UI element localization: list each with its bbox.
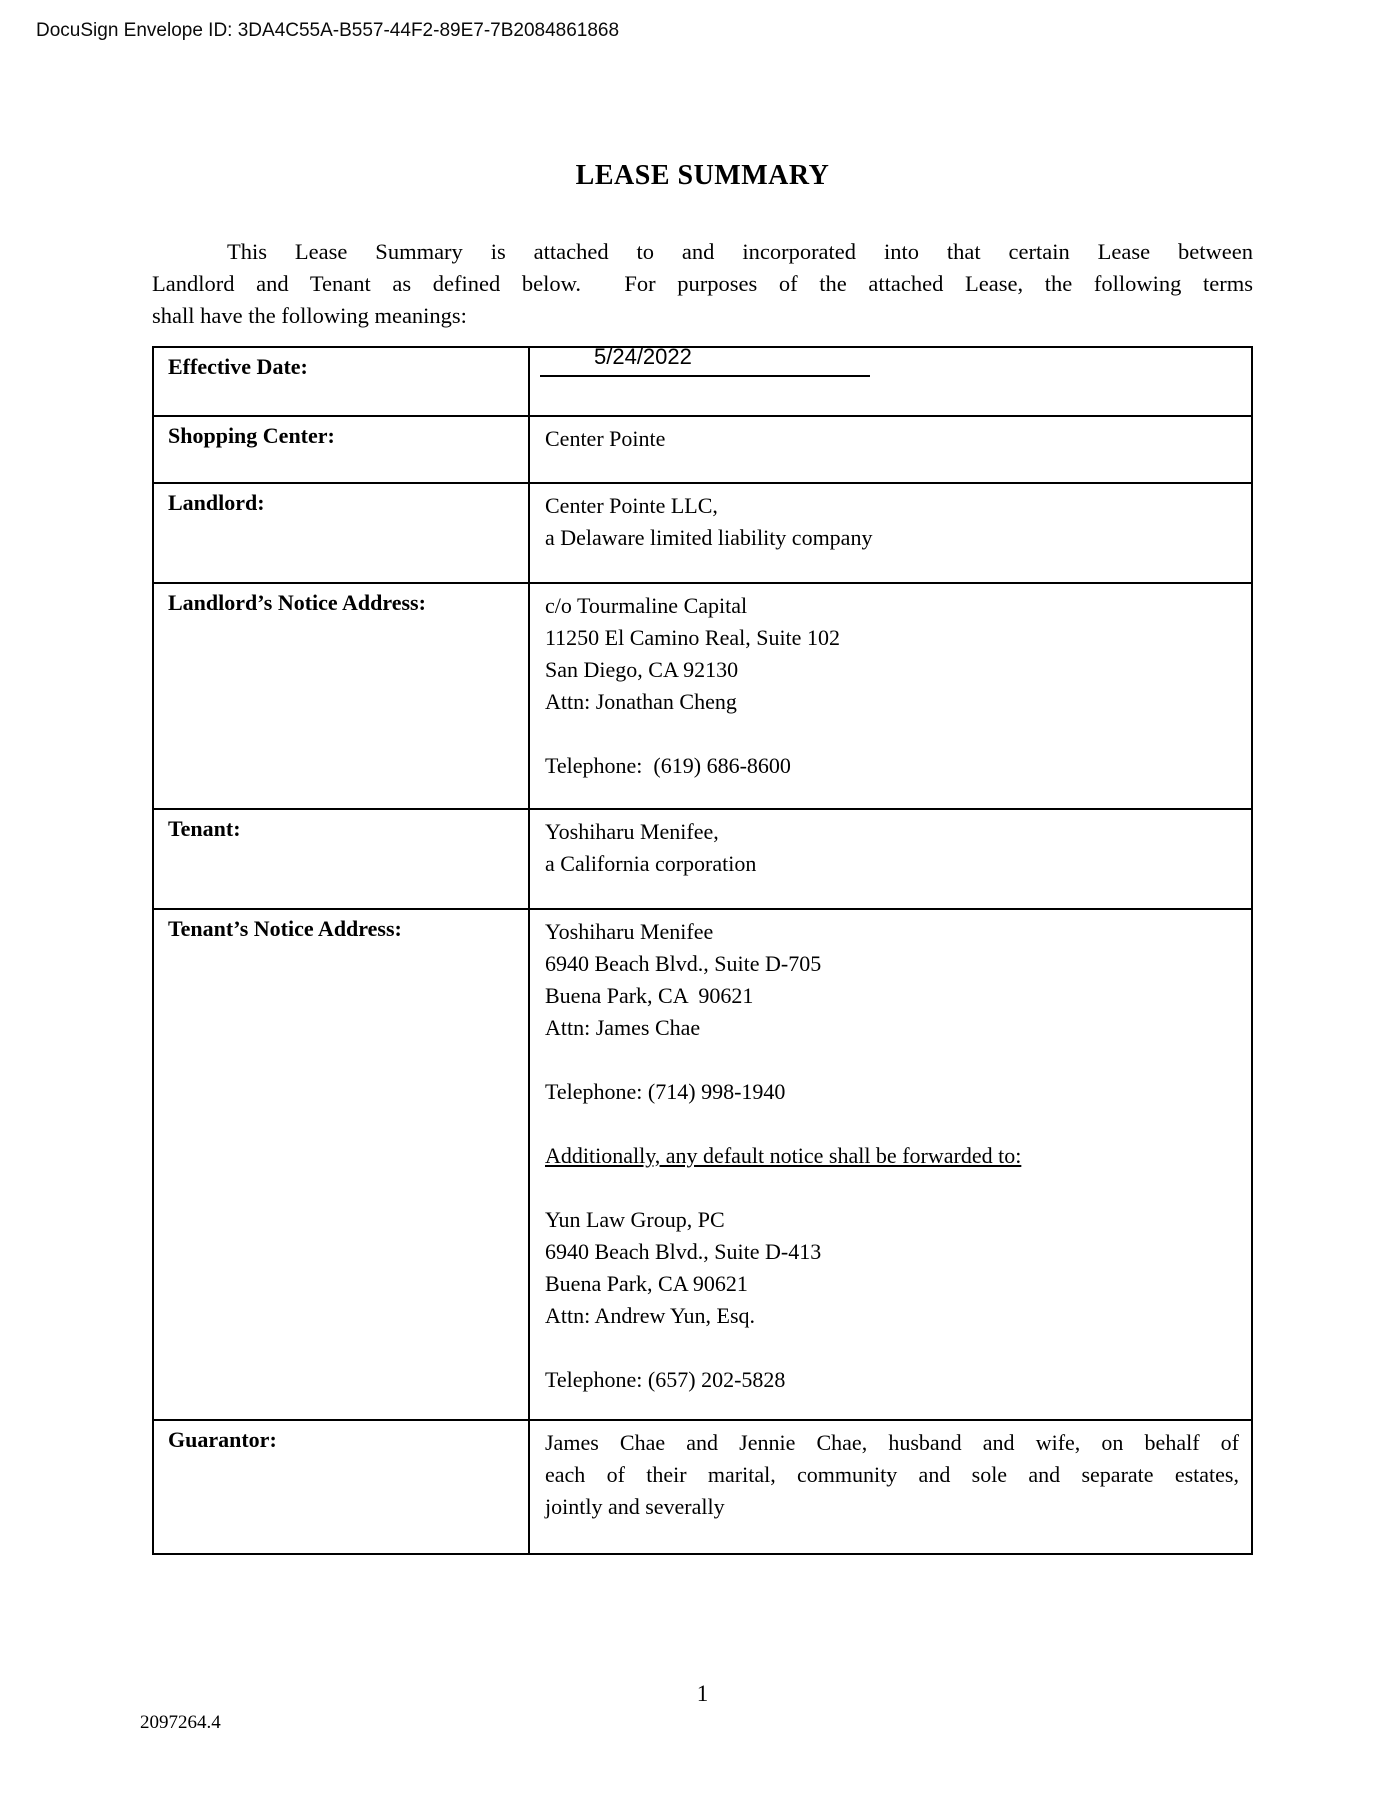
- row-value: [529, 483, 1252, 583]
- table-row-effective-date: [153, 347, 1252, 416]
- cell-line: c/o Tourmaline Capital: [545, 593, 748, 618]
- docusign-envelope-id: DocuSign Envelope ID: 3DA4C55A-B557-44F2-89E7-7B2084861868: [36, 20, 620, 41]
- cell-line: [545, 1044, 1239, 1076]
- row-label: Shopping Center:: [153, 416, 529, 483]
- cell-line: jointly and severally: [545, 1494, 725, 1519]
- row-value: [529, 909, 1252, 1420]
- table-row-landlord-notice-address: [153, 583, 1252, 809]
- cell-line: Buena Park, CA 90621: [545, 983, 754, 1008]
- cell-line: James Chae and Jennie Chae, husband and wife, on behalf of: [545, 1430, 1239, 1455]
- cell-line: [545, 1108, 1239, 1140]
- default-notice-heading: Additionally, any default notice shall be forwarded to:: [545, 1143, 1022, 1168]
- row-value: [529, 809, 1252, 909]
- row-value: [529, 583, 1252, 809]
- cell-line: Telephone: (619) 686-8600: [545, 753, 791, 778]
- page-title: LEASE SUMMARY: [575, 160, 830, 191]
- cell-line: a Delaware limited liability company: [545, 525, 873, 550]
- cell-line: Center Pointe: [545, 426, 666, 451]
- row-label: Landlord’s Notice Address:: [153, 583, 529, 809]
- cell-line: 11250 El Camino Real, Suite 102: [545, 625, 840, 650]
- cell-line: [545, 718, 1239, 750]
- cell-line: [545, 1332, 1239, 1364]
- row-value: [529, 416, 1252, 483]
- effective-date-value: 5/24/2022: [594, 344, 692, 369]
- effective-date-cell: [529, 344, 1252, 416]
- lease-summary-table: [152, 346, 1253, 1555]
- cell-line: San Diego, CA 92130: [545, 657, 739, 682]
- cell-line: a California corporation: [545, 851, 757, 876]
- cell-line: Yoshiharu Menifee: [545, 919, 714, 944]
- cell-line: Center Pointe LLC,: [545, 493, 718, 518]
- document-number: 2097264.4: [140, 1712, 221, 1733]
- row-label: Tenant’s Notice Address:: [153, 909, 529, 1420]
- cell-line: Attn: James Chae: [545, 1015, 701, 1040]
- cell-line: Yoshiharu Menifee,: [545, 819, 719, 844]
- cell-line: Telephone: (657) 202-5828: [545, 1367, 786, 1392]
- row-label: Effective Date:: [153, 347, 529, 416]
- row-label: Guarantor:: [153, 1420, 529, 1554]
- intro-line: This Lease Summary is attached to and incorporated into that certain Lease between: [227, 239, 1253, 264]
- effective-date-underline: [540, 375, 870, 377]
- table-row-shopping-center: [153, 416, 1252, 483]
- table-row-guarantor: [153, 1420, 1252, 1554]
- row-value: [529, 1420, 1252, 1554]
- intro-line: shall have the following meanings:: [152, 303, 467, 328]
- row-label: Tenant:: [153, 809, 529, 909]
- page-number: 1: [696, 1681, 709, 1706]
- cell-line: [545, 1172, 1239, 1204]
- row-label: Landlord:: [153, 483, 529, 583]
- cell-line: Attn: Andrew Yun, Esq.: [545, 1303, 756, 1328]
- cell-line: Telephone: (714) 998-1940: [545, 1079, 786, 1104]
- cell-line: each of their marital, community and sole and separate estates,: [545, 1462, 1239, 1487]
- intro-paragraph: [152, 236, 1253, 332]
- table-row-tenant-notice-address: [153, 909, 1252, 1420]
- cell-line: Yun Law Group, PC: [545, 1207, 725, 1232]
- intro-line: Landlord and Tenant as defined below. For purposes of the attached Lease, the following terms: [152, 271, 1253, 296]
- table-row-tenant: [153, 809, 1252, 909]
- cell-line: Buena Park, CA 90621: [545, 1271, 748, 1296]
- cell-line: 6940 Beach Blvd., Suite D-705: [545, 951, 822, 976]
- cell-line: Attn: Jonathan Cheng: [545, 689, 737, 714]
- table-row-landlord: [153, 483, 1252, 583]
- cell-line: 6940 Beach Blvd., Suite D-413: [545, 1239, 822, 1264]
